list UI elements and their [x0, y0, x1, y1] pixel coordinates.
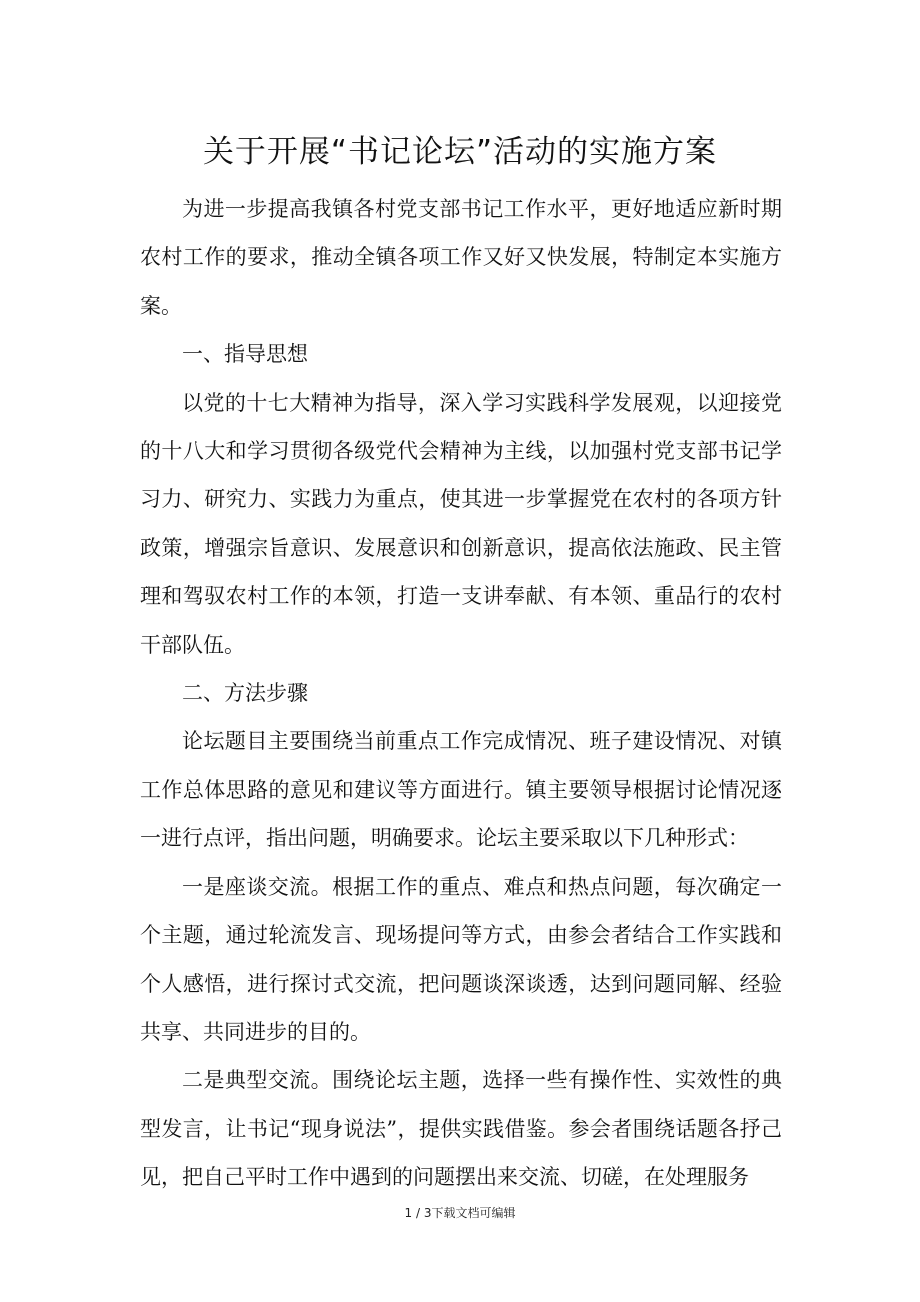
paragraph-form-discussion: 一是座谈交流。根据工作的重点、难点和热点问题，每次确定一个主题，通过轮流发言、现场提问等方式，由参会者结合工作实践和个人感悟，进行探讨式交流，把问题谈深谈透，达到问题同解、经验共享、共同进步的目的。: [140, 874, 782, 1044]
section-heading-methods-steps: 二、方法步骤: [182, 681, 308, 706]
paragraph-guiding-ideology: 以党的十七大精神为指导，深入学习实践科学发展观，以迎接党的十八大和学习贯彻各级党代会精神为主线，以加强村党支部书记学习力、研究力、实践力为重点，使其进一步掌握党在农村的各项方针政策，增强宗旨意识、发展意识和创新意识，提高依法施政、民主管理和驾驭农村工作的本领，打造一支讲奉献、有本领、重品行的农村干部队伍。: [140, 390, 782, 657]
page-footer: 1 / 3下载文档可编辑: [404, 1206, 516, 1220]
paragraph-form-typical-exchange: 二是典型交流。围绕论坛主题，选择一些有操作性、实效性的典型发言，让书记“现身说法”，提供实践借鉴。参会者围绕话题各抒己见，把自己平时工作中遇到的问题摆出来交流、切磋，在处理服务: [140, 1068, 782, 1190]
paragraph-intro: 为进一步提高我镇各村党支部书记工作水平，更好地适应新时期农村工作的要求，推动全镇各项工作又好又快发展，特制定本实施方案。: [140, 197, 782, 318]
paragraph-forum-topics: 论坛题目主要围绕当前重点工作完成情况、班子建设情况、对镇工作总体思路的意见和建议等方面进行。镇主要领导根据讨论情况逐一进行点评，指出问题，明确要求。论坛主要采取以下几种形式：: [140, 729, 782, 851]
document-title: 关于开展“书记论坛”活动的实施方案: [202, 134, 718, 170]
section-heading-guiding-ideology: 一、指导思想: [182, 342, 308, 367]
document-body: [140, 185, 782, 1202]
